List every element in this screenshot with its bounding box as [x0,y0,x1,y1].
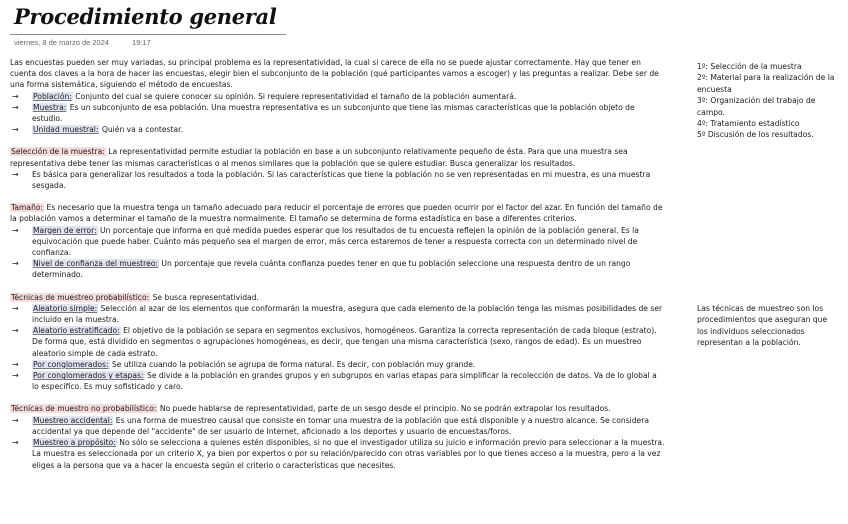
paragraph: Es necesario que la muestra tenga un tamaño adecuado para reducir el porcentaje de errores que pueden ocurrir por el factor del azar. En función del tamaño de la población vamos a determinar el tamaño de la muestra normalmente. El tamaño se determina de forma estadística en base a diferentes criterios. [10,203,663,224]
sampling-note-text: Las técnicas de muestreo son los procedimientos que aseguran que los individuos seleccionados representan a la población. [697,304,828,348]
definition: Es básica para generalizar los resultados a toda la población. Si las características que tiene la población no se ven representadas en mi muestra, es una muestra sesgada. [32,169,651,191]
step-item: 2º: Material para la realización de la encuesta [697,73,835,94]
heading-tamano: Tamaño: [11,203,44,213]
term-aleatorio-estratificado: Aleatorio estratificado: [33,326,120,336]
definition: Conjunto del cual se quiere conocer su opinión. Si requiere representatividad el tamaño de la población aumentará. [72,91,517,101]
definition: Un porcentaje que revela cuánta confianza puedes tener en que tu población seleccione una respuesta dentro de un rango determinado. [32,259,631,280]
arrow-icon: → [12,303,19,313]
tamano-text [10,202,665,224]
list-item [10,415,665,437]
term-margen-error: Margen de error: [33,225,97,235]
sampling-note [697,303,837,349]
tamano-section [10,202,665,280]
seleccion-text [10,146,665,168]
list-item [10,169,665,191]
no-probabilistico-text [10,403,665,414]
paragraph: Se busca representatividad. [150,292,259,302]
arrow-icon: → [12,102,19,112]
step-item: 4º: Tratamiento estadístico [697,119,800,129]
step-item: 5º Discusión de los resultados. [697,130,814,140]
arrow-icon: → [12,125,19,135]
list-item [10,437,665,471]
intro-section [10,57,665,135]
arrow-icon: → [12,326,19,336]
heading-seleccion: Selección de la muestra: [11,147,105,157]
definition: Es una forma de muestreo causal que consiste en tomar una muestra de la población que está disponible y a nuestro alcance. Se considera accidental ya que depende del "accidente" de ser usuario de Internet, aficionado a los deportes y usuario de encuestas/foros. [32,415,649,436]
term-poblacion: Población: [33,91,72,101]
term-nivel-confianza: Nivel de confianza del muestreo: [33,259,158,269]
list-item [10,303,665,325]
no-probabilistico-section [10,403,665,470]
list-item [10,258,665,280]
term-aleatorio-simple: Aleatorio simple: [33,303,98,313]
term-muestra: Muestra: [33,102,67,112]
definition: Quién va a contestar. [99,125,184,135]
steps-sidebar [697,61,837,141]
note-time: 19:17 [132,38,151,47]
step-item: 3º: Organización del trabajo de campo. [697,96,816,117]
list-item [10,370,665,392]
list-item [10,102,665,124]
paragraph: La representatividad permite estudiar la población en base a un subconjunto relativamente pequeño de ésta. Para que una muestra sea representativa debe tener las mismas características o al menos similares que la población que se quiere estudiar. Busca generalizar los resultados. [10,147,628,168]
paragraph: No puede hablarse de representatividad, parte de un sesgo desde el principio. No se podrán extrapolar los resultados. [157,404,611,414]
list-item [10,124,665,135]
heading-probabilistico: Técnicas de muestreo probabilístico: [11,292,150,302]
term-unidad-muestral: Unidad muestral: [33,125,99,135]
definition: Se divide a la población en grandes grupos y en subgrupos en varias etapas para simplificar la recolección de datos. Va de lo global a lo específico. Es muy sofisticado y caro. [32,371,657,392]
arrow-icon: → [12,169,19,179]
term-conglomerados-etapas: Por conglomerados y etapas: [33,371,144,381]
definition: No sólo se selecciona a quienes estén disponibles, si no que el investigador utiliza su juicio e información previo para seleccionar a la muestra. La muestra es seleccionada por un criterio X, ya bien por expertos o por su relación/parecido con otras variables por lo que tienes acceso a la muestra, pero a la vez eliges a la persona que va a hacer la encuesta según el criterio o características que necesites. [32,438,665,470]
note-date: viernes, 8 de marzo de 2024 [14,38,110,47]
arrow-icon: → [12,438,19,448]
term-muestreo-accidental: Muestreo accidental: [33,415,113,425]
definition: Selección al azar de los elementos que conformarán la muestra, asegura que cada elemento de la población tenga las mismas posibilidades de ser incluido en la muestra. [32,303,663,325]
arrow-icon: → [12,359,19,369]
heading-no-probabilistico: Técnicas de muestro no probabilístico: [11,404,157,414]
title-underline [10,34,286,35]
page-title: Procedimiento general [14,4,277,29]
probabilistico-text [10,292,665,303]
definition: Un porcentaje que informa en qué medida puedes esperar que los resultados de tu encuesta reflejen la opinión de la población general. Es la equivocación que puede haber. Cuánto más pequeño sea el margen de error, más cerca estaremos de tener a respuesta correcta con un determinado nivel de confianza. [32,225,639,258]
arrow-icon: → [12,415,19,425]
arrow-icon: → [12,225,19,235]
term-conglomerados: Por conglomerados: [33,359,109,369]
term-muestreo-proposito: Muestreo a propósito: [33,438,116,448]
definition: Es un subconjunto de esa población. Una muestra representativa es un subconjunto que tiene las mismas características que la población objeto de estudio. [32,102,635,124]
definition: El objetivo de la población se separa en segmentos exclusivos, homogéneos. Garantiza la correcta representación de cada bloque (estrato). De forma que, está dividido en segmentos o agrupaciones homogéneas, es decir, que tengan una misma característica (sexo, rangos de edad). Es un muestreo aleatorio simple de cada estrato. [32,326,657,358]
list-item [10,91,665,102]
arrow-icon: → [12,371,19,381]
probabilistico-section [10,292,665,393]
definition: Se utiliza cuando la población se agrupa de forma natural. Es decir, con población muy grande. [109,359,476,369]
list-item [10,225,665,259]
list-item [10,325,665,359]
step-item: 1º: Selección de la muestra [697,62,802,71]
arrow-icon: → [12,259,19,269]
intro-text: Las encuestas pueden ser muy variadas, su principal problema es la representatividad, la cual si carece de ella no se puede ajustar correctamente. Hay que tener en cuenta dos claves a la hora de hacer las encuestas, elegir bien el subconjunto de la población (qué participantes vamos a escoger) y las preguntas a realizar. Debe ser de una forma sistemática, siguiendo el método de encuestas. [10,58,659,90]
seleccion-section [10,146,665,191]
list-item [10,359,665,370]
note-body [10,57,665,482]
arrow-icon: → [12,91,19,101]
